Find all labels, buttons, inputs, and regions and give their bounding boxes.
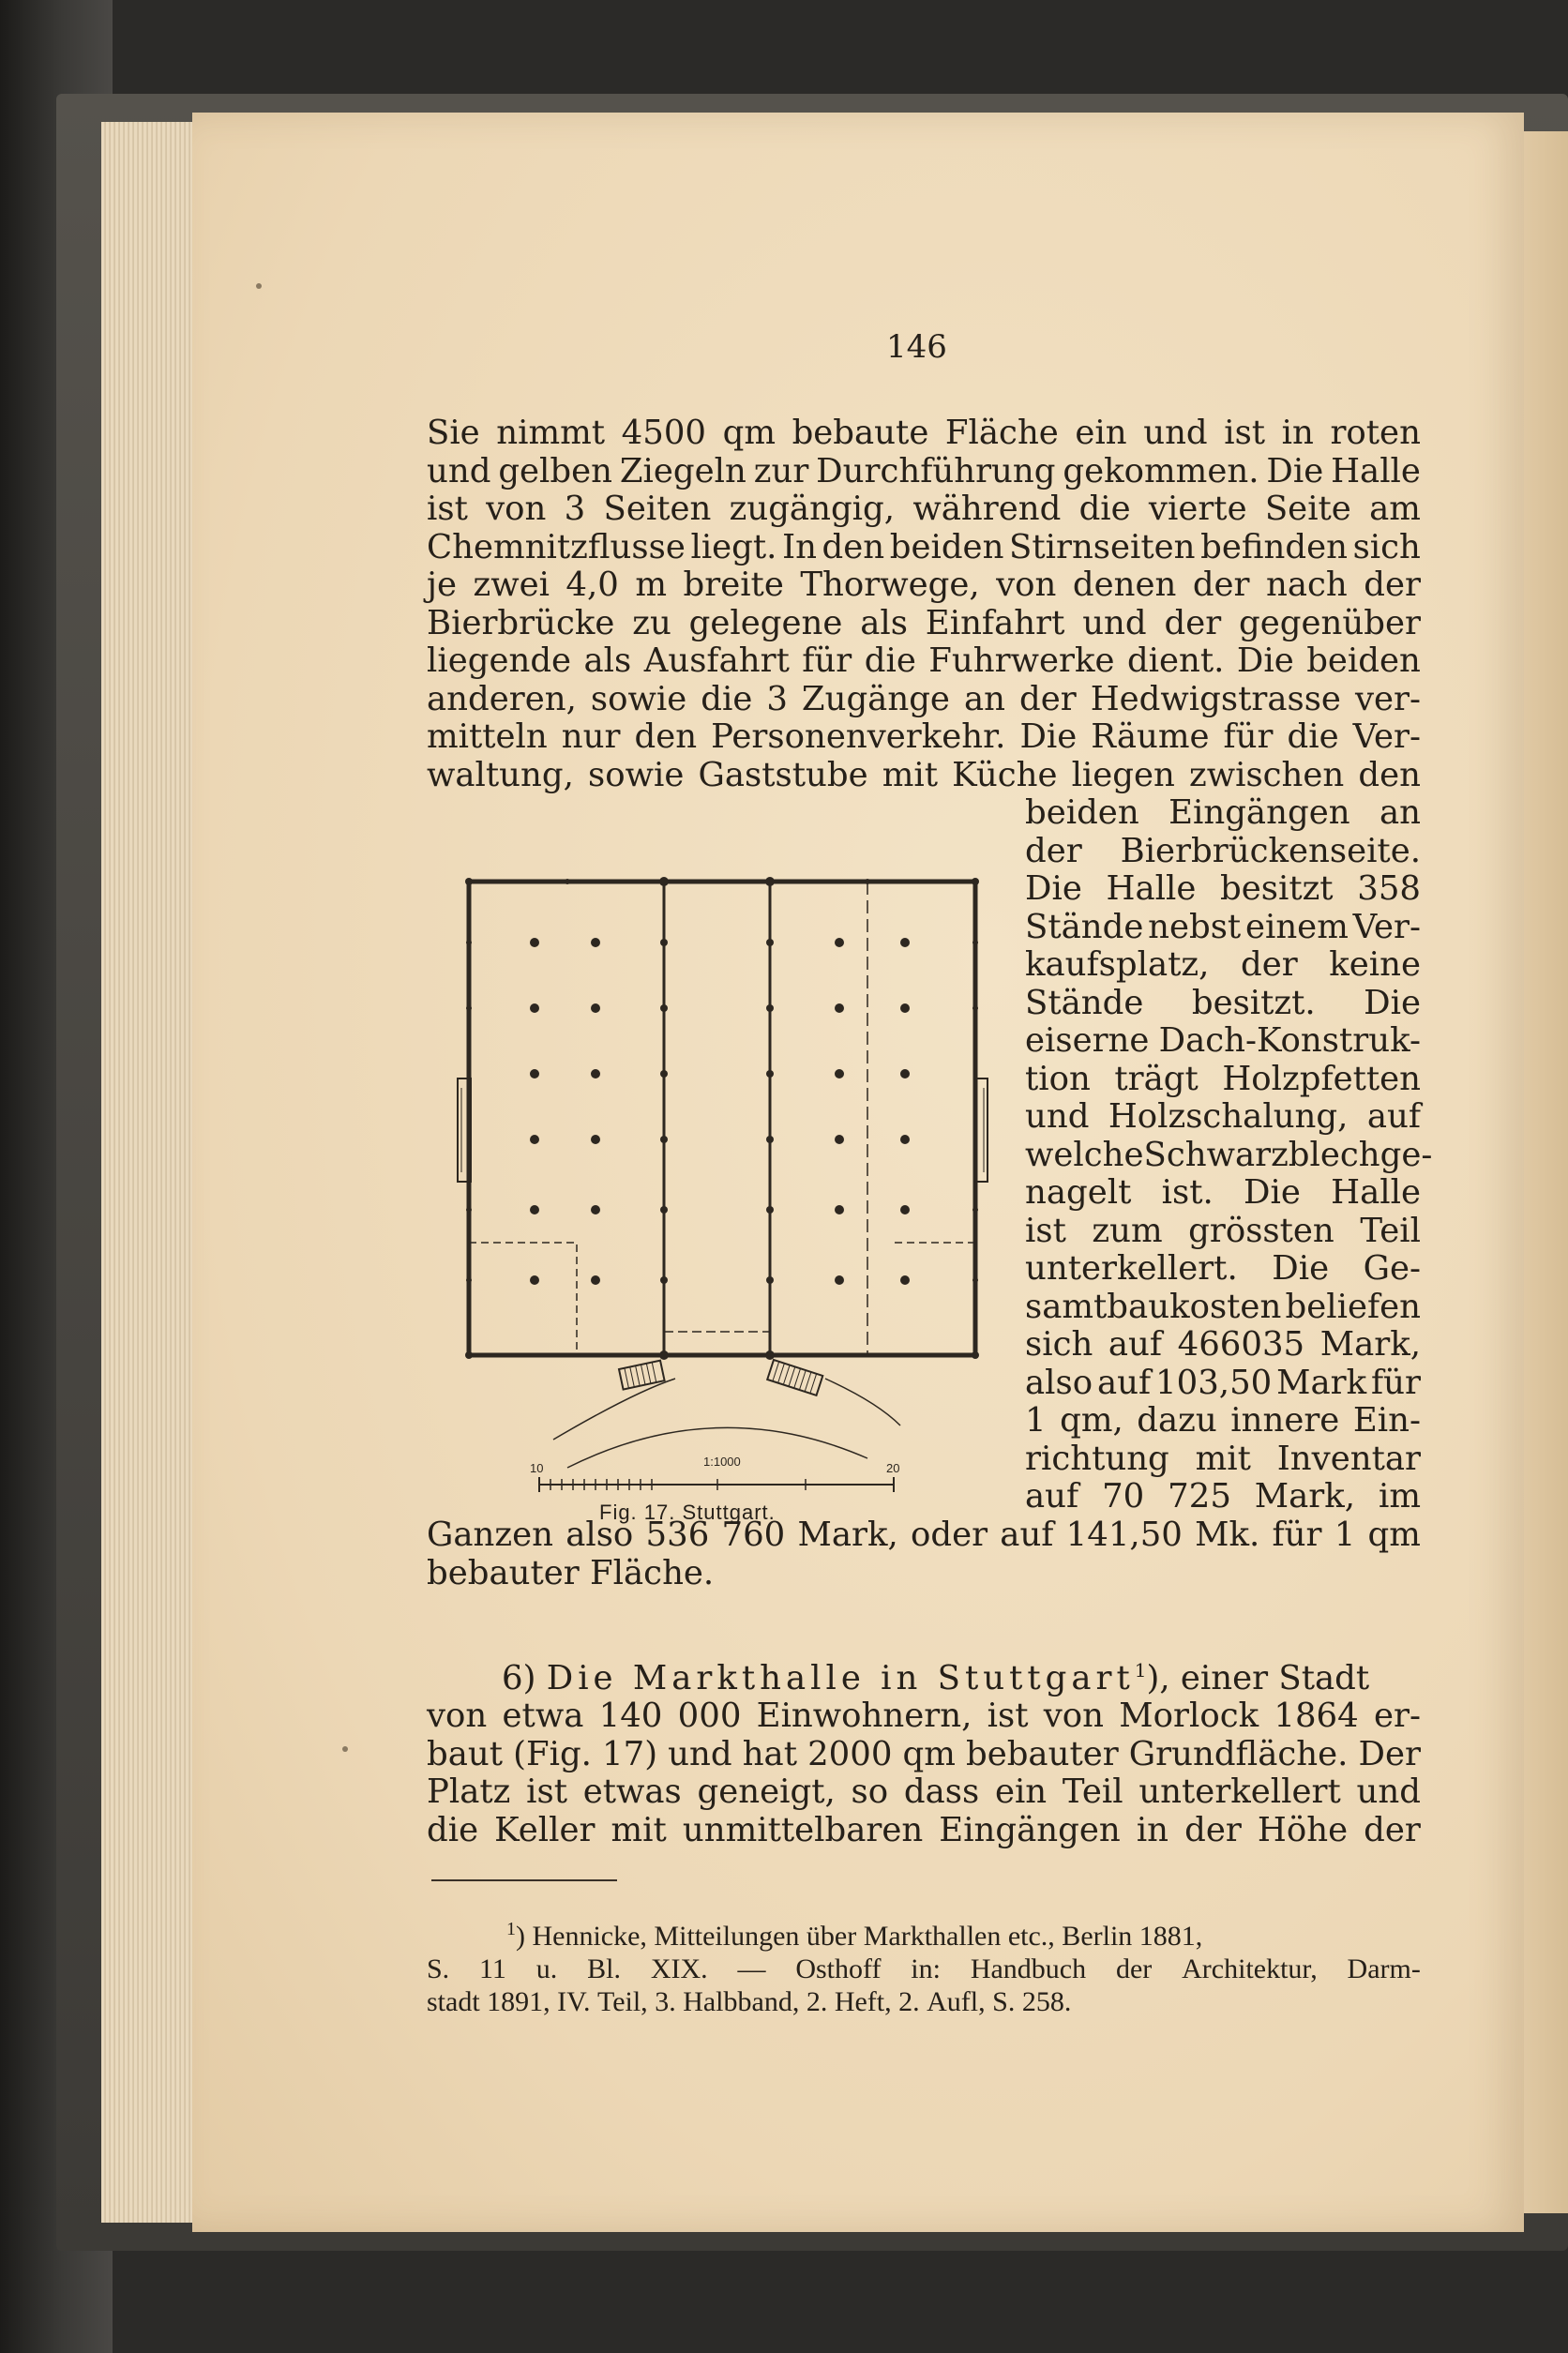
word: Osthoff [795, 1953, 882, 1984]
word: für [1371, 1363, 1421, 1402]
word: richtung [1025, 1439, 1169, 1478]
word: 3 [564, 490, 586, 528]
word: Einfahrt [925, 603, 1065, 642]
word: Gaststube [698, 755, 868, 794]
word: nach [1266, 566, 1348, 604]
paragraph-2-number: 6) [502, 1659, 536, 1697]
word: Halle [1106, 869, 1197, 908]
word: 2. [806, 1986, 835, 2017]
word: gekommen. [1063, 451, 1259, 490]
word: den [1358, 755, 1421, 794]
word: die [701, 679, 753, 718]
word: 2. [898, 1986, 927, 2017]
text-line [427, 605, 1421, 642]
word: Aufl, [927, 1986, 993, 2017]
word: 1864 [1274, 1697, 1359, 1735]
word: unmittelbaren [682, 1810, 924, 1849]
word: zugängig, [729, 490, 896, 528]
word: an [1379, 793, 1421, 832]
text-line [1025, 1061, 1421, 1098]
word: gelegene [688, 603, 843, 642]
word: der [1240, 945, 1298, 984]
word: von [1043, 1697, 1105, 1735]
text-line [1025, 1478, 1421, 1516]
word: für [1272, 1516, 1322, 1554]
text-line [427, 1697, 1421, 1735]
word: Ziegeln [619, 451, 746, 490]
word: sich [1025, 1325, 1093, 1364]
word: den [634, 717, 698, 756]
word: den [822, 527, 885, 566]
word: Holzschalung, [1108, 1097, 1349, 1136]
word: einem [1244, 907, 1349, 946]
word: Darm- [1347, 1953, 1421, 1984]
figure-caption: Fig. 17. Stuttgart. [599, 1501, 776, 1524]
word: Seiten [603, 490, 712, 528]
word: auf [1108, 1325, 1163, 1364]
word: auf [1025, 1477, 1079, 1516]
word: innere [1230, 1401, 1340, 1440]
word: 000 [677, 1697, 742, 1735]
word: für [802, 641, 852, 680]
word: liegende [427, 641, 572, 680]
word: liegt. [690, 527, 777, 566]
word: 3. [655, 1986, 684, 2017]
word: liegen [1071, 755, 1175, 794]
word: mitteln [427, 717, 548, 756]
word: auf [1366, 1097, 1421, 1136]
word: Heft, [834, 1986, 899, 2017]
word: Teil, [596, 1986, 656, 2017]
word: also [1025, 1363, 1093, 1402]
word: Eingängen [939, 1810, 1121, 1849]
word: 466035 [1177, 1325, 1305, 1364]
word: beiden [1306, 641, 1421, 680]
text-line [1025, 1135, 1433, 1174]
word: er- [1373, 1697, 1421, 1735]
footnote-marker: 1 [506, 1919, 516, 1939]
word: die [1078, 490, 1131, 528]
word: für [1223, 717, 1274, 756]
word: Halle [1331, 1173, 1421, 1212]
word: zu [632, 603, 671, 642]
word: der [1192, 566, 1250, 604]
paragraph-2-first-line [427, 1660, 1421, 1697]
word: welche [1025, 1135, 1144, 1174]
scale-ratio-label: 1:1000 [703, 1455, 741, 1469]
paper-speck [256, 283, 262, 289]
word: samtbaukosten [1025, 1287, 1282, 1326]
word: während [912, 490, 1062, 528]
text-line [1025, 1326, 1421, 1364]
word: anderen, [427, 679, 577, 718]
word: unterkellert [1138, 1772, 1341, 1811]
paragraph-2-title: Die Markthalle in Stuttgart [546, 1659, 1135, 1697]
word: etwas [582, 1772, 682, 1811]
word: keine [1329, 945, 1421, 984]
word: besitzt. [1191, 983, 1316, 1022]
word: an [963, 679, 1005, 718]
text-line [1025, 1250, 1421, 1288]
text-line [427, 415, 1421, 452]
word: als [860, 603, 908, 642]
word: ge- [1380, 1135, 1433, 1174]
word: ein [1075, 414, 1127, 452]
word: ist [1224, 414, 1266, 452]
word: und [668, 1734, 732, 1773]
text-line [427, 642, 1421, 680]
page-edges [101, 122, 206, 2223]
word: 358 [1357, 869, 1421, 908]
word: beiden [889, 527, 1004, 566]
word: Personenverkehr. [711, 717, 1006, 756]
text-line [427, 1736, 1421, 1773]
word: und [427, 451, 491, 490]
word: IV. [557, 1986, 597, 2017]
word: Fläche [944, 414, 1059, 452]
word: Architektur, [1182, 1953, 1318, 1984]
footnote-text: ) Hennicke, Mitteilungen über Markthallen etc., Berlin 1881, [516, 1921, 1203, 1952]
text-line [427, 1555, 1421, 1592]
paper-speck [342, 1746, 348, 1752]
south-east-stair [767, 1360, 822, 1395]
text-line [1025, 833, 1421, 870]
word: Bierbrücke [427, 603, 615, 642]
word: waltung, [427, 755, 574, 794]
word: die [1287, 717, 1339, 756]
word: 4500 [621, 414, 707, 452]
word: 2000 [807, 1734, 893, 1773]
word: Handbuch [970, 1953, 1087, 1984]
word: Platz [427, 1772, 511, 1811]
word: am [1369, 490, 1421, 528]
text-line [427, 681, 1421, 718]
word: der [1364, 566, 1421, 604]
text-line [1025, 1174, 1421, 1212]
text-line [427, 490, 1421, 528]
word: Dach-Konstruk- [1158, 1021, 1421, 1060]
word: Ein- [1352, 1401, 1421, 1440]
word: 11 [479, 1953, 506, 1984]
word: gegenüber [1239, 603, 1421, 642]
word: Mark, [797, 1516, 898, 1554]
word: je [427, 566, 458, 604]
word: Holzpfetten [1222, 1059, 1421, 1098]
word: ist [526, 1772, 567, 1811]
word: gelben [498, 451, 613, 490]
text-line [427, 1812, 1421, 1849]
text-line [1025, 870, 1421, 908]
word: Keller [494, 1810, 596, 1849]
word: sowie [590, 679, 687, 718]
word: trägt [1114, 1059, 1199, 1098]
word: Sie [427, 414, 480, 452]
word: Stände [1025, 983, 1144, 1022]
word: ist. [1161, 1173, 1214, 1212]
page-number: 146 [886, 328, 947, 366]
word: Teil [1062, 1772, 1123, 1811]
word: und [1143, 414, 1208, 452]
word: die [864, 641, 916, 680]
word: Bl. [587, 1953, 621, 1984]
word: Die [1236, 641, 1294, 680]
word: beiden [1025, 793, 1139, 832]
text-line [1025, 946, 1421, 984]
word: sowie [588, 755, 685, 794]
word: Stirnseiten [1009, 527, 1196, 566]
word: mit [611, 1810, 667, 1849]
word: Die [1244, 1173, 1301, 1212]
word: Morlock [1119, 1697, 1259, 1735]
word: S. [427, 1953, 450, 1984]
word: sich [1352, 527, 1421, 566]
word: zwischen [1189, 755, 1345, 794]
next-page-edge [1524, 131, 1568, 2213]
word: 4,0 [565, 566, 619, 604]
text-line [427, 718, 1421, 756]
text-line [427, 566, 1421, 604]
word: Teil [1360, 1211, 1421, 1250]
word: kaufsplatz, [1025, 945, 1210, 984]
text-line [1025, 1402, 1421, 1440]
word: 536 [645, 1516, 710, 1554]
word: von [486, 490, 547, 528]
word: ein [994, 1772, 1048, 1811]
word: Mark [1276, 1363, 1367, 1402]
word: ist [1025, 1211, 1066, 1250]
word: Stände [1025, 907, 1144, 946]
scale-left-label: 10 [530, 1461, 544, 1475]
word: Schwarzblech [1143, 1135, 1380, 1174]
word: 70 [1102, 1477, 1145, 1516]
text-line [1025, 909, 1421, 946]
text-line [1025, 1365, 1421, 1402]
word: der [1164, 603, 1222, 642]
word: grössten [1188, 1211, 1334, 1250]
word: 3 [766, 679, 788, 718]
word: auf [1096, 1363, 1152, 1402]
text-line [1025, 1022, 1421, 1060]
word: (Fig. [513, 1734, 592, 1773]
word: tion [1025, 1059, 1091, 1098]
word: in: [911, 1953, 941, 1984]
text-line [427, 453, 1421, 490]
word: qm [722, 414, 776, 452]
word: Ausfahrt [643, 641, 790, 680]
word: vierte [1148, 490, 1247, 528]
text-line [1025, 1289, 1421, 1326]
footnote-reference: 1 [1134, 1659, 1147, 1682]
text-line [427, 1773, 1421, 1811]
word: so [851, 1772, 889, 1811]
word: stadt [427, 1986, 488, 2017]
word: Die [1364, 983, 1421, 1022]
word: Die [1019, 717, 1078, 756]
word: denen [1072, 566, 1177, 604]
word: 17) [602, 1734, 658, 1773]
word: zur [753, 451, 809, 490]
word: Ver- [1352, 717, 1421, 756]
word: Höhe [1257, 1810, 1349, 1849]
text-line [427, 529, 1421, 566]
word: Ge- [1363, 1249, 1421, 1288]
word: 760 [721, 1516, 786, 1554]
word: Mark, [1319, 1325, 1421, 1364]
word: Küche [952, 755, 1058, 794]
word: als [583, 641, 632, 680]
word: 725 [1168, 1477, 1231, 1516]
word: Thorwege, [800, 566, 980, 604]
word: Mark, [1254, 1477, 1356, 1516]
word: Eingängen [1168, 793, 1350, 832]
word: nagelt [1025, 1173, 1132, 1212]
word: bebaute [792, 414, 929, 452]
footnote-line [427, 1953, 1421, 1985]
word: geneigt, [697, 1772, 836, 1811]
word: Bierbrückenseite. [1120, 831, 1421, 870]
word: oder [910, 1516, 988, 1554]
floor-plan-figure [445, 858, 1008, 1533]
word: und [1356, 1772, 1421, 1811]
word: Durchführung [816, 451, 1056, 490]
word: 1 [1334, 1516, 1356, 1554]
word: 1891, [487, 1986, 558, 2017]
word: Die [1266, 451, 1324, 490]
word: die [427, 1810, 479, 1849]
word: befinden [1200, 527, 1348, 566]
word: m [635, 566, 668, 604]
word: eiserne [1025, 1021, 1150, 1060]
word: Grundfläche. [1128, 1734, 1349, 1773]
footnote-line [506, 1921, 1202, 1953]
text-line [1025, 985, 1421, 1022]
word: Ver- [1352, 907, 1421, 946]
word: hat [742, 1734, 797, 1773]
word: von [996, 566, 1057, 604]
text-line [1025, 794, 1421, 832]
word: im [1378, 1477, 1421, 1516]
word: In [782, 527, 817, 566]
hall-outline [469, 882, 975, 1355]
word: und [1082, 603, 1147, 642]
word: Einwohnern, [756, 1697, 972, 1735]
word: Zugänge [801, 679, 950, 718]
text-line [1025, 1098, 1421, 1136]
word: nimmt [496, 414, 606, 452]
word: mit [1195, 1439, 1251, 1478]
word: Halle [1331, 451, 1421, 490]
word: baut [427, 1734, 504, 1773]
word: 141,50 [1065, 1516, 1183, 1554]
word: zwei [473, 566, 550, 604]
word: Inventar [1276, 1439, 1421, 1478]
word: in [1281, 414, 1314, 452]
word: von [427, 1697, 488, 1735]
word: nur [561, 717, 621, 756]
text-line [427, 757, 1421, 794]
word: dass [903, 1772, 980, 1811]
word: also [565, 1516, 634, 1554]
word: qm [1367, 1516, 1421, 1554]
word: in [1136, 1810, 1169, 1849]
word: Ganzen [427, 1516, 553, 1554]
word: Fuhrwerke [928, 641, 1115, 680]
word: der [1364, 1810, 1421, 1849]
word: — [737, 1953, 766, 1984]
word: Seite [1264, 490, 1351, 528]
word: 103,50 [1155, 1363, 1273, 1402]
word: Die [1025, 869, 1082, 908]
word: XIX. [650, 1953, 708, 1984]
footnote-divider [431, 1879, 617, 1881]
word: dient. [1126, 641, 1225, 680]
word: 258. [1021, 1986, 1078, 2017]
word: Der [1358, 1734, 1421, 1773]
word: mit [882, 755, 938, 794]
word: Halbband, [683, 1986, 807, 2017]
word: 140 [598, 1697, 663, 1735]
word: ist [987, 1697, 1029, 1735]
word: S. [992, 1986, 1022, 2017]
word: und [1025, 1097, 1090, 1136]
word: der [1018, 679, 1077, 718]
word: nebst [1148, 907, 1242, 946]
word: Räume [1091, 717, 1210, 756]
word: besitzt [1220, 869, 1334, 908]
word: zum [1092, 1211, 1163, 1250]
word: beliefen [1285, 1287, 1421, 1326]
word: qm [902, 1734, 956, 1773]
word: roten [1330, 414, 1421, 452]
text-line [1025, 1440, 1421, 1478]
word: Die [1272, 1249, 1330, 1288]
word: u. [535, 1953, 558, 1984]
word: qm, [1060, 1401, 1123, 1440]
paragraph-2-first-line-rest: ), einer Stadt [1146, 1659, 1370, 1697]
word: unterkellert. [1025, 1249, 1238, 1288]
word: Hedwigstrasse [1090, 679, 1341, 718]
word: ist [427, 490, 468, 528]
word: dazu [1137, 1401, 1217, 1440]
word: Fläche. [590, 1553, 715, 1592]
word: Chemnitzflusse [427, 527, 686, 566]
scale-right-label: 20 [886, 1461, 900, 1475]
word: der [1115, 1953, 1153, 1984]
word: der [1184, 1810, 1242, 1849]
word: bebauter [965, 1734, 1119, 1773]
word: auf [1000, 1516, 1054, 1554]
word: bebauter [427, 1553, 580, 1592]
text-line [1025, 1213, 1421, 1250]
word: breite [683, 566, 784, 604]
word: 1 [1025, 1401, 1047, 1440]
word: etwa [502, 1697, 584, 1735]
word: ver- [1354, 679, 1421, 718]
word: Mk. [1195, 1516, 1260, 1554]
footnote-line [427, 1986, 1421, 2018]
word: der [1025, 831, 1082, 870]
